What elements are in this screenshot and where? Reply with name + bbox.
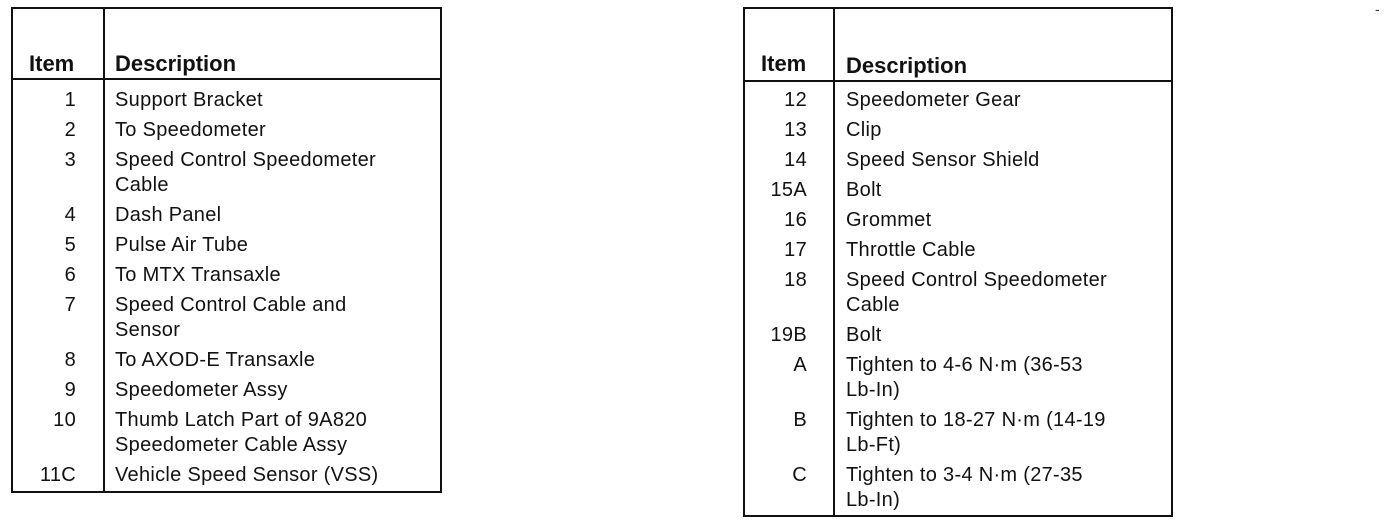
description-column-header: Description [115,51,237,76]
item-number: 15A [770,179,807,201]
item-number: 17 [784,239,807,261]
legend-table-right [743,7,1173,517]
item-number: 10 [53,409,76,431]
header-divider [13,78,440,80]
item-description: Throttle Cable [846,239,976,261]
item-number: 18 [784,269,807,291]
item-description: Tighten to 4-6 N·m (36-53 Lb-In) [846,354,1083,401]
item-description: Speedometer Assy [115,379,288,401]
header-divider [745,80,1171,82]
item-description: Speed Control Cable and Sensor [115,294,347,341]
item-number: 16 [784,209,807,231]
item-number: 1 [64,89,76,111]
description-column-header: Description [846,53,968,78]
item-description: Dash Panel [115,204,222,226]
column-divider [103,9,105,491]
item-number: 6 [64,264,76,286]
item-number: 4 [64,204,76,226]
column-divider [833,9,835,515]
item-description: Bolt [846,324,882,346]
item-number: 7 [64,294,76,316]
item-description: To MTX Transaxle [115,264,281,286]
item-number: 13 [784,119,807,141]
item-number: 12 [784,89,807,111]
item-number: 2 [64,119,76,141]
item-description: Grommet [846,209,932,231]
item-description: Thumb Latch Part of 9A820 Speedometer Cable Assy [115,409,368,456]
item-number: A [793,354,807,376]
item-description: Vehicle Speed Sensor (VSS) [115,464,379,486]
item-number: 9 [64,379,76,401]
item-description: Tighten to 3-4 N·m (27-35 Lb-In) [846,464,1083,511]
corner-mark: - [1375,1,1380,17]
item-number: 8 [64,349,76,371]
item-number: 11C [39,464,76,486]
item-description: To AXOD-E Transaxle [115,349,316,371]
item-description: Speed Control Speedometer Cable [115,149,376,196]
item-number: B [793,409,807,431]
item-description: Tighten to 18-27 N·m (14-19 Lb-Ft) [846,409,1106,456]
item-description: Bolt [846,179,882,201]
item-number: C [792,464,807,486]
item-number: 3 [64,149,76,171]
item-description: Speed Control Speedometer Cable [846,269,1107,316]
item-description: Speedometer Gear [846,89,1021,111]
item-description: To Speedometer [115,119,266,141]
item-column-header: Item [761,51,807,76]
item-column-header: Item [29,51,75,76]
item-number: 5 [64,234,76,256]
item-number: 19B [770,324,807,346]
item-number: 14 [784,149,807,171]
item-description: Support Bracket [115,89,263,111]
item-description: Clip [846,119,882,141]
item-description: Speed Sensor Shield [846,149,1040,171]
legend-table-left [11,7,442,493]
item-description: Pulse Air Tube [115,234,249,256]
